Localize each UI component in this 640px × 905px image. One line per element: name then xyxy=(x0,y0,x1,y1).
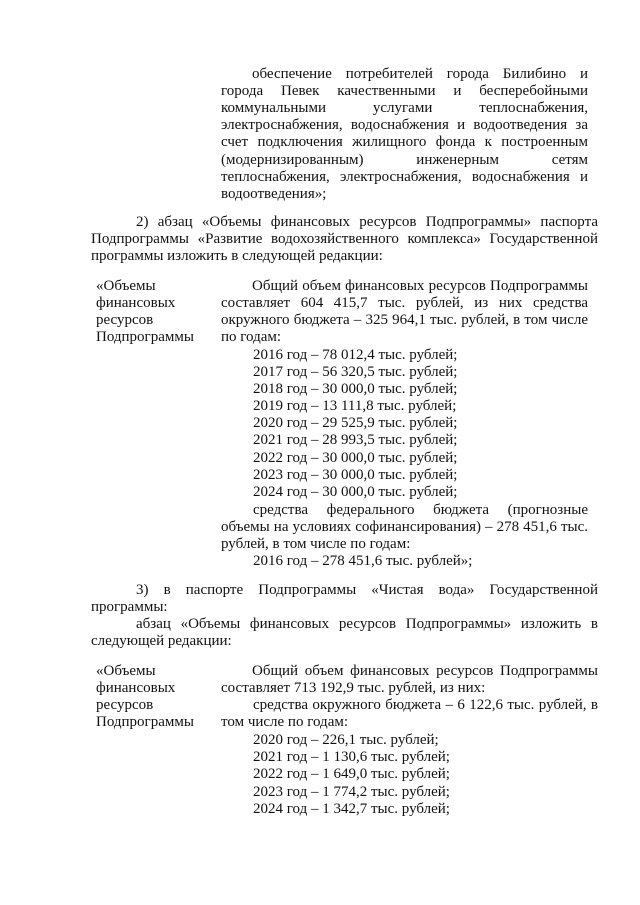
table-label: финансовых xyxy=(96,680,176,696)
table-text: средства окружного бюджета – 6 122,6 тыс. рублей, в xyxy=(253,697,598,713)
text-line: коммунальными услугами теплоснабжения, xyxy=(221,100,588,116)
year-line: 2024 год – 1 342,7 тыс. рублей; xyxy=(253,801,450,817)
paragraph-line: программы изложить в следующей редакции: xyxy=(91,248,383,264)
year-line: 2019 год – 13 111,8 тыс. рублей; xyxy=(253,398,457,414)
table-text: Общий объем финансовых ресурсов Подпрограммы xyxy=(252,278,588,294)
table-text: Общий объем финансовых ресурсов Подпрограммы xyxy=(252,663,598,679)
year-line: 2023 год – 1 774,2 тыс. рублей; xyxy=(253,784,450,800)
year-line: 2021 год – 28 993,5 тыс. рублей; xyxy=(253,432,458,448)
year-line: 2018 год – 30 000,0 тыс. рублей; xyxy=(253,381,458,397)
table-text: том числе по годам: xyxy=(221,714,349,730)
table-text: объемы на условиях софинансирования) – 278 451,6 тыс. xyxy=(221,519,588,535)
table-label: Подпрограммы xyxy=(96,329,194,345)
paragraph-line: 2) абзац «Объемы финансовых ресурсов Подпрограммы» паспорта xyxy=(136,214,598,230)
paragraph-line: 3) в паспорте Подпрограммы «Чистая вода» Государственной xyxy=(136,582,598,598)
text-line: города Певек качественными и бесперебойными xyxy=(221,83,588,99)
year-line: 2020 год – 29 525,9 тыс. рублей; xyxy=(253,415,458,431)
paragraph-line: программы: xyxy=(91,599,168,615)
year-line: 2021 год – 1 130,6 тыс. рублей; xyxy=(253,749,450,765)
year-line: 2022 год – 30 000,0 тыс. рублей; xyxy=(253,450,458,466)
table-label: Подпрограммы xyxy=(96,714,194,730)
table-text: рублей, в том числе по годам: xyxy=(221,536,411,552)
paragraph-line: Подпрограммы «Развитие водохозяйственного комплекса» Государственной xyxy=(91,231,598,247)
year-line: 2020 год – 226,1 тыс. рублей; xyxy=(253,732,439,748)
year-line: 2022 год – 1 649,0 тыс. рублей; xyxy=(253,766,450,782)
text-line: обеспечение потребителей города Билибино и xyxy=(252,66,588,82)
table-label: ресурсов xyxy=(96,697,154,713)
table-label: финансовых xyxy=(96,295,176,311)
table-label: ресурсов xyxy=(96,312,154,328)
table-text: по годам: xyxy=(221,329,282,345)
paragraph-line: абзац «Объемы финансовых ресурсов Подпрограммы» изложить в xyxy=(136,616,598,632)
year-line: 2016 год – 278 451,6 тыс. рублей»; xyxy=(253,553,473,569)
text-line: счет подключения жилищного фонда к построенным xyxy=(221,134,588,150)
year-line: 2024 год – 30 000,0 тыс. рублей; xyxy=(253,484,458,500)
year-line: 2017 год – 56 320,5 тыс. рублей; xyxy=(253,364,458,380)
text-line: водоотведения»; xyxy=(221,186,327,202)
table-text: составляет 713 192,9 тыс. рублей, из них: xyxy=(221,680,486,696)
table-label: «Объемы xyxy=(96,663,156,679)
year-line: 2023 год – 30 000,0 тыс. рублей; xyxy=(253,467,458,483)
text-line: (модернизированным) инженерным сетям xyxy=(221,152,588,168)
paragraph-line: следующей редакции: xyxy=(91,633,232,649)
table-label: «Объемы xyxy=(96,278,156,294)
table-text: окружного бюджета – 325 964,1 тыс. рублей, в том числе xyxy=(221,312,588,328)
table-text: составляет 604 415,7 тыс. рублей, из них средства xyxy=(221,295,588,311)
year-line: 2016 год – 78 012,4 тыс. рублей; xyxy=(253,347,458,363)
text-line: электроснабжения, водоснабжения и водоотведения за xyxy=(221,117,588,133)
text-line: теплоснабжения, электроснабжения, водоснабжения и xyxy=(221,169,588,185)
table-text: средства федерального бюджета (прогнозные xyxy=(253,502,588,518)
